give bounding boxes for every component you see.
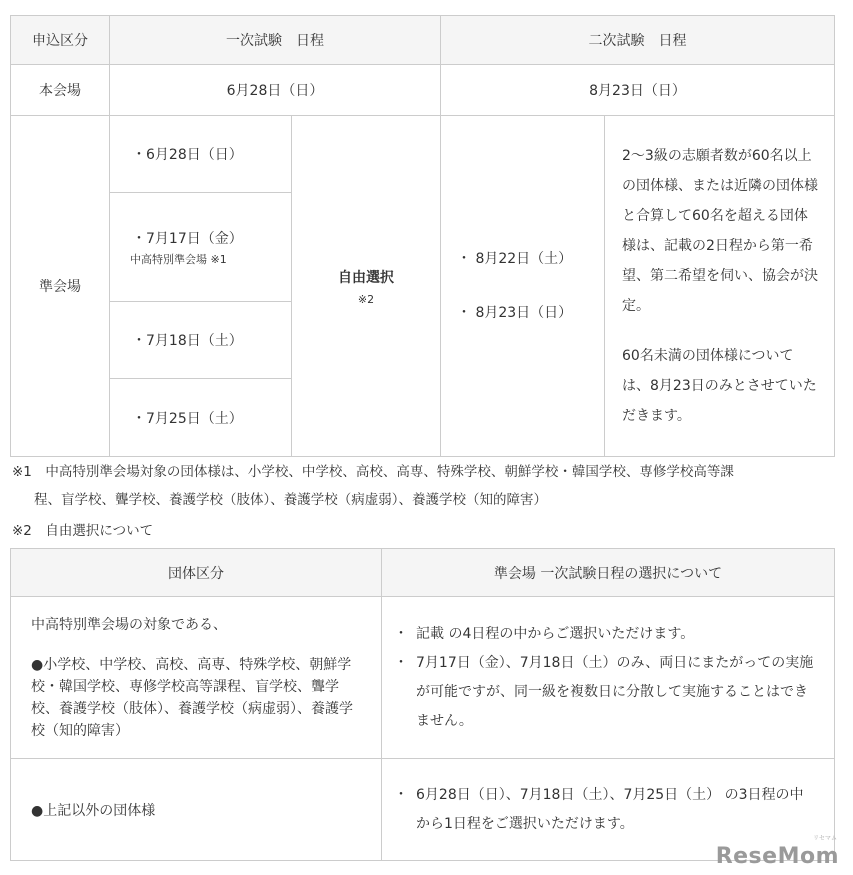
- footnote-2: ※2 自由選択について: [12, 523, 154, 539]
- header-first-exam: 一次試験 日程: [110, 16, 441, 65]
- first-date-item: [110, 193, 292, 302]
- free-choice-table: [10, 548, 835, 861]
- row1-school-list: ●小学校、中学校、高校、高専、特殊学校、朝鮮学校・韓国学校、専修学校高等課程、盲学校、聾学校、養護学校（肢体）、養護学校（病虚弱）、養護学校（知的障害）: [31, 656, 353, 739]
- row2-left-cell: ●上記以外の団体様: [11, 759, 382, 861]
- free-choice-label: 自由選択: [338, 269, 394, 286]
- row1-right-item: ・ 記載 の4日程の中からご選択いただけます。: [416, 620, 814, 649]
- sub-venue-label: 準会場: [11, 116, 110, 457]
- sub-venue-info-cell: [605, 116, 835, 457]
- main-venue-second-date: 8月23日（日）: [441, 65, 835, 116]
- second-date-item: ・ 8月22日（土）: [457, 251, 573, 267]
- free-choice-cell: [292, 116, 441, 457]
- header-selection: 準会場 一次試験日程の選択について: [382, 549, 835, 597]
- first-date-item: ・6月28日（日）: [110, 116, 292, 193]
- footnote-1-line-1: ※1 中高特別準会場対象の団体様は、小学校、中学校、高校、高専、特殊学校、朝鮮学校・韓国学校、専修学校高等課: [12, 464, 734, 480]
- header-category: 申込区分: [11, 16, 110, 65]
- row1-left-cell: [11, 597, 382, 759]
- first-date-text: ・7月17日（金）: [132, 230, 243, 247]
- first-date-item: ・7月18日（土）: [110, 302, 292, 379]
- watermark-small: リセマム: [813, 835, 837, 842]
- first-date-item: ・7月25日（土）: [110, 379, 292, 457]
- main-venue-label: 本会場: [11, 65, 110, 116]
- info-paragraph-2: 60名未満の団体様については、8月23日のみとさせていただきます。: [622, 348, 817, 424]
- special-venue-note: 中高特別準会場 ※1: [130, 252, 227, 266]
- main-venue-first-date: 6月28日（日）: [110, 65, 441, 116]
- schedule-table: [10, 15, 835, 457]
- row2-right-item: ・ 6月28日（日）、7月18日（土）、7月25日（土） の3日程の中から1日程をご選択いただけます。: [416, 781, 812, 839]
- row1-right-item: ・ 7月17日（金）、7月18日（土）のみ、両日にまたがっての実施が可能ですが、同一級を複数日に分散して実施することはできません。: [416, 649, 814, 736]
- header-group-type: 団体区分: [11, 549, 382, 597]
- row1-intro: 中高特別準会場の対象である、: [31, 616, 227, 633]
- row1-right-cell: [382, 597, 835, 759]
- info-paragraph-1: 2～3級の志願者数が60名以上の団体様、または近隣の団体様と合算して60名を超える団体様は、記載の2日程から第一希望、第二希望を伺い、協会が決定。: [622, 148, 818, 314]
- footnote-1-line-2: 程、盲学校、聾学校、養護学校（肢体）、養護学校（病虚弱）、養護学校（知的障害）: [34, 492, 547, 508]
- header-second-exam: 二次試験 日程: [441, 16, 835, 65]
- free-choice-note: ※2: [357, 292, 375, 306]
- second-date-item: ・ 8月23日（日）: [457, 305, 573, 321]
- watermark-logo: ReseMom: [715, 844, 839, 869]
- second-dates-cell: [441, 116, 605, 457]
